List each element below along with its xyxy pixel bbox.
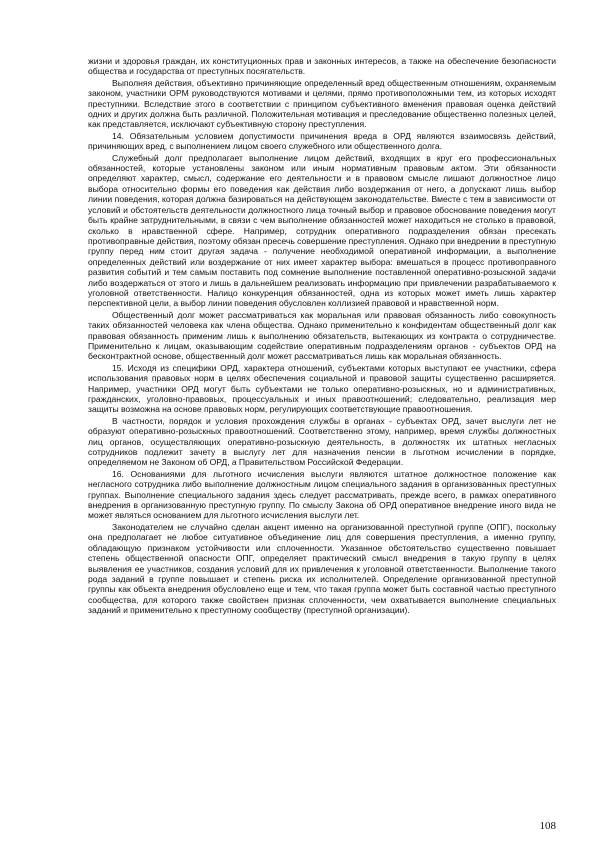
paragraph-service-duty: Служебный долг предполагает выполнение лицом действий, входящих в круг его профессиональных обязанностей, которые установлены законом или иным нормативным правовым актом. Эти обязанности определяют характер, смысл, содержание его деятельности и в правовом смысле лишают должностное лицо выбора относительно формы его поведения как действия либо воздержания от него, а допускают лишь выбор линии поведения, которая должна базироваться на действующем законодательстве. Вместе с тем в зависимости от условий и обстоятельств деятельности должностного лица точный выбор и правовое обоснование поведения могут быть крайне затруднительными, в связи с чем выполнение обязанностей может находиться не столько в правовой, сколько в нравственной сфере. Например, сотрудник оперативного подразделения обязан пресекать противоправные действия, поэтому обязан пресечь совершение преступления. Однако при внедрении в преступную группу перед ним стоит другая задача - получение необходимой оперативной информации, а выполнение определенных действий или воздержание от них имеет характер выбора: вмешаться в процесс противоправного развития событий и тем самым поставить под сомнение выполнение поставленной оперативно-розыскной задачи либо воздержаться от этого и лишь в дальнейшем реализовать информацию при привлечении разрабатываемого к уголовной ответственности. Налицо конкуренция обязанностей, одна из которых может иметь лишь характер перспективной цели, а выбор линии поведения обусловлен коллизией правовой и нравственной норм.: [88, 152, 556, 309]
paragraph-continuation: жизни и здоровья граждан, их конституционных прав и законных интересов, а также на обеспечение безопасности общества и государства от преступных посягательств.: [88, 56, 556, 77]
paragraph-point-15: 15. Исходя из специфики ОРД, характера отношений, субъектами которых выступают ее участники, сфера использования правовых норм в целях обеспечения социальной и правовой защиты существенно расширяется. Например, участники ОРД могут быть субъектами не только оперативно-розыскных, но и административных, гражданских, уголовно-правовых, процессуальных и иных правоотношений; следовательно, реализация мер защиты возможна на основе правовых норм, регулирующих соответствующие правоотношения.: [88, 362, 556, 415]
document-body: [88, 56, 556, 617]
paragraph-motives: Выполняя действия, объективно причиняющие определенный вред общественным отношениям, охраняемым законом, участники ОРМ руководствуются мотивами и целями, прямо противоположными тем, из которых исходят преступники. Вследствие этого в соответствии с принципом субъективного вменения правовая оценка действий одних и других должна быть различной. Положительная мотивация и преследование общественно полезных целей, как представляется, исключают субъективную сторону преступления.: [88, 77, 556, 130]
paragraph-point-14: 14. Обязательным условием допустимости причинения вреда в ОРД являются взаимосвязь действий, причиняющих вред, с выполнением лицом своего служебного или общественного долга.: [88, 130, 556, 152]
paragraph-opg: Законодателем не случайно сделан акцент именно на организованной преступной группе (ОПГ), поскольку она предполагает не любое ситуативное объединение лиц для совершения преступления, а именно группу, обладающую признаком устойчивости или сплоченности. Указанное обстоятельство существенно повышает степень общественной опасности ОПГ, определяет практический смысл внедрения в такую группу в целях выявления ее участников, создания условий для их привлечения к уголовной ответственности. Выполнение такого рода заданий в группе повышает и степень риска их исполнителей. Определение организованной преступной группы как объекта внедрения обусловлено еще и тем, что такая группа может быть составной частью преступного сообщества, для которого также свойствен признак сплоченности, чем охватывается выполнение специальных заданий и применительно к преступному сообществу (преступной организации).: [88, 521, 556, 616]
paragraph-public-duty: Общественный долг может рассматриваться как моральная или правовая обязанность либо совокупность таких обязанностей человека как члена общества. Однако применительно к конфидентам общественный долг как правовая обязанность применим лишь к выполнению обязательств, вытекающих из контракта о сотрудничестве. Применительно к лицам, оказывающим содействие оперативным подразделениям органов - субъектов ОРД на бесконтрактной основе, общественный долг может рассматриваться лишь как моральная обязанность.: [88, 309, 556, 362]
page-number: 108: [539, 820, 556, 832]
paragraph-point-16: 16. Основаниями для льготного исчисления выслуги являются штатное должностное положение как негласного сотрудника либо выполнение должностным лицом специального задания в организованных преступных группах. Выполнение специального задания здесь следует рассматривать, прежде всего, в рамках оперативного внедрения в организованную преступную группу. По смыслу Закона об ОРД оперативное внедрение иного вида не может являться основанием для льготного исчисления выслуги лет.: [88, 468, 556, 521]
paragraph-service-conditions: В частности, порядок и условия прохождения службы в органах - субъектах ОРД, зачет выслуги лет не образуют оперативно-розыскных правоотношений. Соответственно этому, например, время службы должностных лиц органов, осуществляющих оперативно-розыскную деятельность, в должностях их штатных негласных сотрудников подлежит зачету в выслугу лет для назначения пенсии в льготном исчислении в порядке, определяемом не Законом об ОРД, а Правительством Российской Федерации.: [88, 415, 556, 468]
